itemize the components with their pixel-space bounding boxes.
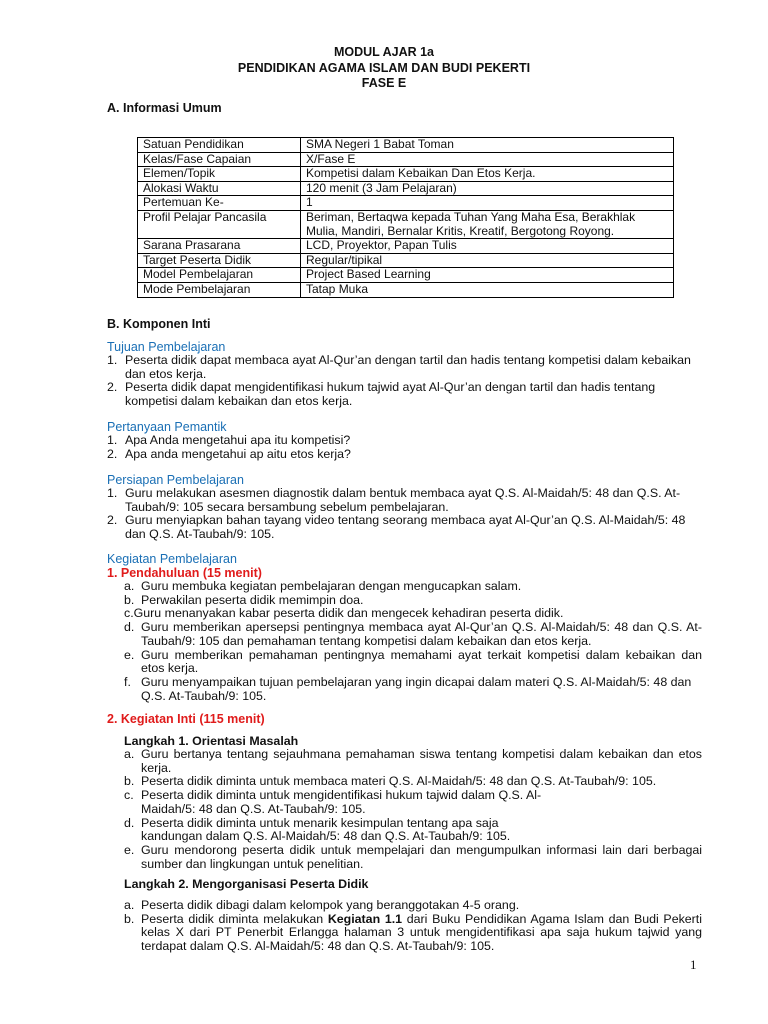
row-value: Project Based Learning <box>301 268 674 283</box>
langkah-2-heading: Langkah 2. Mengorganisasi Peserta Didik <box>124 877 369 891</box>
page-number: 1 <box>690 957 697 972</box>
row-label: Profil Pelajar Pancasila <box>138 210 301 238</box>
table-row <box>138 268 674 283</box>
tujuan-heading: Tujuan Pembelajaran <box>107 340 226 354</box>
pemantik-heading: Pertanyaan Pemantik <box>107 420 227 434</box>
list-item <box>107 487 702 514</box>
section-b-title: B. Komponen Inti <box>107 317 211 331</box>
item-number: 2. <box>107 380 118 395</box>
item-number: 1. <box>107 353 118 367</box>
row-value: Beriman, Bertaqwa kepada Tuhan Yang Maha Esa, Berakhlak Mulia, Mandiri, Bernalar Kritis, Kreatif, Bergotong Royong. <box>301 210 674 238</box>
tujuan-section <box>107 340 702 409</box>
row-value: 1 <box>301 196 674 211</box>
info-table <box>137 137 674 298</box>
item-text: Peserta didik diminta untuk membaca materi Q.S. Al-Maidah/5: 48 dan Q.S. At-Taubah/9: 105. <box>141 774 657 789</box>
table-row <box>138 167 674 182</box>
item-text: dari Buku Pendidikan Agama Islam dan Budi Pekerti kelas X dari PT Penerbit Erlangga halaman 3 untuk mengidentifikasi apa saja hukum tajwid yang terdapat dalam Q.S. Al-Maidah/5: 48 dan Q.S. At-Taubah/9: 105. <box>141 911 702 954</box>
item-text: Peserta didik dapat mengidentifikasi hukum tajwid ayat Al-Qur’an dengan tartil dan hadis tentang kompetisi dalam kebaikan dan etos kerja. <box>125 380 656 409</box>
item-letter: a. <box>124 747 135 761</box>
list-item <box>107 434 702 448</box>
pendahuluan-heading: 1. Pendahuluan (15 menit) <box>107 566 262 580</box>
item-text: Peserta didik dibagi dalam kelompok yang beranggotakan 4-5 orang. <box>141 898 520 912</box>
item-letter: f. <box>124 674 131 689</box>
list-item <box>107 354 702 381</box>
item-text: Peserta didik dapat membaca ayat Al-Qur’an dengan tartil dan hadis tentang kompetisi dalam kebaikan dan etos kerja. <box>125 353 691 381</box>
item-letter: d. <box>124 620 135 635</box>
item-text: Peserta didik diminta untuk menarik kesimpulan tentang apa saja kandungan dalam Q.S. Al-Maidah/5: 48 dan Q.S. At-Taubah/9: 105. <box>141 815 511 844</box>
item-letter: a. <box>124 579 135 593</box>
table-row <box>138 253 674 268</box>
item-number: 2. <box>107 446 118 461</box>
table-row <box>138 239 674 254</box>
item-number: 1. <box>107 433 118 447</box>
item-letter: c. <box>124 788 134 803</box>
row-label: Sarana Prasarana <box>138 239 301 254</box>
item-text: Apa anda mengetahui ap aitu etos kerja? <box>125 446 351 461</box>
phase-title: FASE E <box>361 76 407 90</box>
item-text: Perwakilan peserta didik memimpin doa. <box>141 592 364 607</box>
row-label: Alokasi Waktu <box>138 181 301 196</box>
row-label: Pertemuan Ke- <box>138 196 301 211</box>
row-label: Mode Pembelajaran <box>138 282 301 297</box>
item-letter: e. <box>124 842 135 857</box>
item-text: Guru menanyakan kabar peserta didik dan mengecek kehadiran peserta didik. <box>133 606 564 621</box>
row-label: Satuan Pendidikan <box>138 138 301 153</box>
item-text: Guru membuka kegiatan pembelajaran dengan mengucapkan salam. <box>141 579 522 593</box>
row-value: Tatap Muka <box>301 282 674 297</box>
list-item <box>107 448 702 462</box>
item-text: Guru bertanya tentang sejauhmana pemahaman siswa tentang kompetisi dalam kebaikan dan etos kerja. <box>141 747 702 775</box>
row-value: Regular/tipikal <box>301 253 674 268</box>
row-label: Target Peserta Didik <box>138 253 301 268</box>
list-item <box>107 789 702 816</box>
list-item <box>107 748 702 775</box>
persiapan-heading: Persiapan Pembelajaran <box>107 473 244 487</box>
table-row <box>138 152 674 167</box>
list-item <box>107 594 702 608</box>
row-value: SMA Negeri 1 Babat Toman <box>301 138 674 153</box>
list-item <box>107 649 702 676</box>
persiapan-section <box>107 473 702 542</box>
module-title: MODUL AJAR 1a <box>333 45 435 59</box>
langkah-2-list <box>107 899 702 954</box>
table-row <box>138 210 674 238</box>
table-row <box>138 282 674 297</box>
table-row <box>138 138 674 153</box>
item-text: Guru memberikan apersepsi pentingnya membaca ayat Al-Qur’an Q.S. Al-Maidah/5: 48 dan Q.S. At-Taubah/9: 105 dan pemahaman tentang kompetisi dalam kebaikan dan etos kerja. <box>141 620 702 648</box>
subject-title: PENDIDIKAN AGAMA ISLAM DAN BUDI PEKERTI <box>237 60 531 75</box>
list-item <box>107 844 702 871</box>
item-text: Guru menyampaikan tujuan pembelajaran yang ingin dicapai dalam materi Q.S. Al-Maidah/5: 48 dan Q.S. At-Taubah/9: 105. <box>141 674 692 703</box>
item-text: Apa Anda mengetahui apa itu kompetisi? <box>125 433 351 447</box>
list-item <box>107 913 702 954</box>
item-text: Guru menyiapkan bahan tayang video tentang seorang membaca ayat Al-Qur’an Q.S. Al-Maidah/5: 48 dan Q.S. At-Taubah/9: 105. <box>125 513 686 542</box>
pemantik-section <box>107 420 702 461</box>
kegiatan-heading: Kegiatan Pembelajaran <box>107 552 237 566</box>
row-label: Kelas/Fase Capaian <box>138 152 301 167</box>
row-label: Model Pembelajaran <box>138 268 301 283</box>
item-letter: e. <box>124 647 135 662</box>
list-item <box>107 514 702 541</box>
item-letter: d. <box>124 815 135 830</box>
item-letter: b. <box>124 774 135 789</box>
item-letter: c. <box>124 606 134 621</box>
list-item <box>107 381 702 408</box>
kegiatan-section <box>107 552 702 703</box>
section-a-title: A. Informasi Umum <box>107 101 222 115</box>
list-item <box>107 580 702 594</box>
item-text: Peserta didik diminta melakukan <box>141 911 328 926</box>
row-value: X/Fase E <box>301 152 674 167</box>
row-label: Elemen/Topik <box>138 167 301 182</box>
document-header <box>0 45 768 92</box>
item-text: Guru mendorong peserta didik untuk mempelajari dan mengumpulkan informasi lain dari berbagai sumber dan lingkungan untuk penelitian. <box>141 842 702 871</box>
list-item <box>107 607 702 621</box>
item-number: 1. <box>107 486 118 500</box>
item-text: Guru melakukan asesmen diagnostik dalam bentuk membaca ayat Q.S. Al-Maidah/5: 48 dan Q.S. At-Taubah/9: 105 secara bersambung sebelum pembelajaran. <box>125 486 681 514</box>
list-item <box>107 775 702 789</box>
item-number: 2. <box>107 513 118 528</box>
kegiatan-inti-heading: 2. Kegiatan Inti (115 menit) <box>107 712 265 726</box>
item-letter: a. <box>124 898 135 912</box>
item-letter: b. <box>124 592 135 607</box>
list-item <box>107 817 702 844</box>
list-item <box>107 899 702 913</box>
table-row <box>138 181 674 196</box>
table-row <box>138 196 674 211</box>
item-text: Guru memberikan pemahaman pentingnya memahami ayat terkait kompetisi dalam kebaikan dan etos kerja. <box>141 647 702 676</box>
activity-reference: Kegiatan 1.1 <box>327 911 403 926</box>
item-letter: b. <box>124 911 135 926</box>
list-item <box>107 676 702 703</box>
langkah-1-heading: Langkah 1. Orientasi Masalah <box>124 734 299 748</box>
item-text: Peserta didik diminta untuk mengidentifikasi hukum tajwid dalam Q.S. Al-Maidah/5: 48 dan Q.S. At-Taubah/9: 105. <box>141 788 542 816</box>
row-value: 120 menit (3 Jam Pelajaran) <box>301 181 674 196</box>
langkah-1-list <box>107 748 702 871</box>
list-item <box>107 621 702 648</box>
row-value: Kompetisi dalam Kebaikan Dan Etos Kerja. <box>301 167 674 182</box>
row-value: LCD, Proyektor, Papan Tulis <box>301 239 674 254</box>
